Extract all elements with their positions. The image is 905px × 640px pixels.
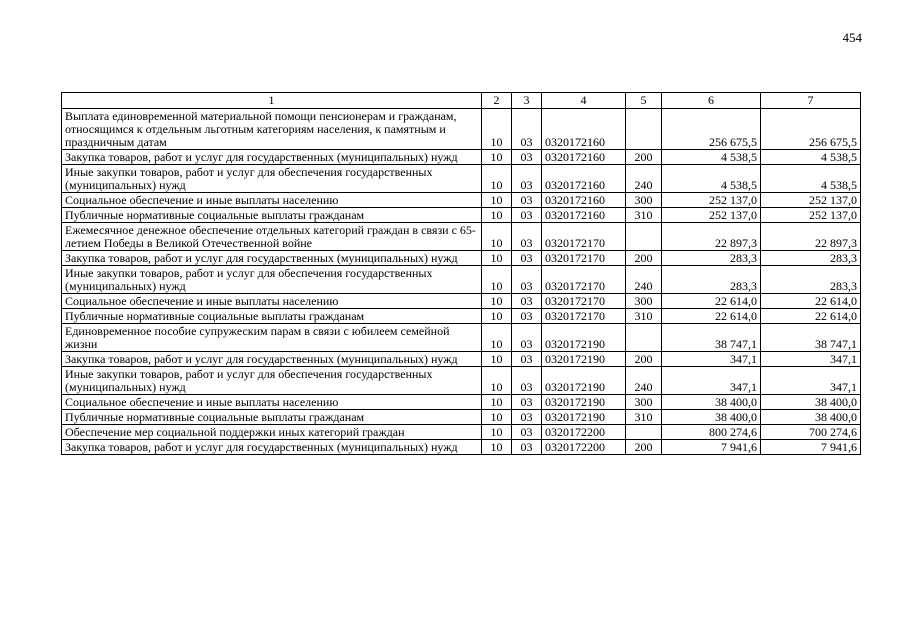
row-expense-type: 300 [626,193,662,208]
row-subsection: 03 [512,324,542,352]
row-expense-type: 200 [626,352,662,367]
row-subsection: 03 [512,352,542,367]
row-expense-type: 300 [626,294,662,309]
row-subsection: 03 [512,193,542,208]
row-section: 10 [482,309,512,324]
row-target-code: 0320172190 [542,367,626,395]
row-amount-2: 7 941,6 [761,440,861,455]
row-target-code: 0320172170 [542,294,626,309]
table-row [62,367,861,395]
row-amount-1: 38 747,1 [662,324,761,352]
row-subsection: 03 [512,395,542,410]
table-row [62,150,861,165]
row-target-code: 0320172190 [542,395,626,410]
row-amount-2: 347,1 [761,367,861,395]
row-target-code: 0320172170 [542,266,626,294]
row-section: 10 [482,324,512,352]
row-target-code: 0320172190 [542,410,626,425]
row-section: 10 [482,109,512,150]
row-name: Публичные нормативные социальные выплаты гражданам [62,410,482,425]
row-section: 10 [482,367,512,395]
row-amount-2: 22 614,0 [761,309,861,324]
row-expense-type: 310 [626,410,662,425]
row-subsection: 03 [512,294,542,309]
row-name: Закупка товаров, работ и услуг для государственных (муниципальных) нужд [62,352,482,367]
header-col-3: 3 [512,93,542,109]
table-row [62,165,861,193]
row-expense-type [626,223,662,251]
row-section: 10 [482,395,512,410]
row-name: Социальное обеспечение и иные выплаты населению [62,395,482,410]
row-target-code: 0320172170 [542,309,626,324]
row-expense-type [626,425,662,440]
row-amount-1: 22 614,0 [662,309,761,324]
row-section: 10 [482,440,512,455]
row-amount-1: 38 400,0 [662,395,761,410]
row-section: 10 [482,150,512,165]
table-row [62,251,861,266]
row-name: Закупка товаров, работ и услуг для государственных (муниципальных) нужд [62,251,482,266]
row-target-code: 0320172160 [542,165,626,193]
row-amount-1: 800 274,6 [662,425,761,440]
table-row [62,425,861,440]
row-expense-type: 240 [626,367,662,395]
row-name: Закупка товаров, работ и услуг для государственных (муниципальных) нужд [62,440,482,455]
row-amount-1: 256 675,5 [662,109,761,150]
row-amount-2: 4 538,5 [761,165,861,193]
row-section: 10 [482,266,512,294]
row-subsection: 03 [512,109,542,150]
row-amount-1: 252 137,0 [662,208,761,223]
header-col-5: 5 [626,93,662,109]
row-target-code: 0320172190 [542,352,626,367]
row-name: Иные закупки товаров, работ и услуг для обеспечения государственных (муниципальных) нужд [62,165,482,193]
row-target-code: 0320172200 [542,440,626,455]
header-col-6: 6 [662,93,761,109]
row-amount-1: 7 941,6 [662,440,761,455]
page-number: 454 [842,30,862,45]
row-amount-1: 22 614,0 [662,294,761,309]
row-expense-type: 200 [626,150,662,165]
row-amount-2: 252 137,0 [761,193,861,208]
table-row [62,309,861,324]
row-section: 10 [482,294,512,309]
table-row [62,352,861,367]
header-col-2: 2 [482,93,512,109]
header-col-7: 7 [761,93,861,109]
row-subsection: 03 [512,425,542,440]
row-subsection: 03 [512,251,542,266]
row-subsection: 03 [512,410,542,425]
table-row [62,440,861,455]
row-section: 10 [482,193,512,208]
row-amount-2: 256 675,5 [761,109,861,150]
row-amount-2: 38 400,0 [761,395,861,410]
row-expense-type: 240 [626,266,662,294]
row-amount-1: 347,1 [662,352,761,367]
row-name: Иные закупки товаров, работ и услуг для обеспечения государственных (муниципальных) нужд [62,266,482,294]
row-subsection: 03 [512,309,542,324]
row-amount-2: 252 137,0 [761,208,861,223]
row-amount-1: 22 897,3 [662,223,761,251]
row-amount-2: 283,3 [761,266,861,294]
row-target-code: 0320172170 [542,251,626,266]
table-row [62,266,861,294]
row-target-code: 0320172160 [542,208,626,223]
row-name: Ежемесячное денежное обеспечение отдельных категорий граждан в связи с 65-летием Победы в Великой Отечественной войне [62,223,482,251]
table-row [62,324,861,352]
row-name: Иные закупки товаров, работ и услуг для обеспечения государственных (муниципальных) нужд [62,367,482,395]
row-name: Публичные нормативные социальные выплаты гражданам [62,309,482,324]
row-amount-2: 4 538,5 [761,150,861,165]
row-amount-2: 38 400,0 [761,410,861,425]
row-expense-type: 200 [626,251,662,266]
row-expense-type: 300 [626,395,662,410]
row-amount-1: 4 538,5 [662,165,761,193]
row-subsection: 03 [512,165,542,193]
row-section: 10 [482,352,512,367]
row-amount-1: 347,1 [662,367,761,395]
row-expense-type: 310 [626,208,662,223]
header-col-1: 1 [62,93,482,109]
row-target-code: 0320172160 [542,150,626,165]
row-section: 10 [482,410,512,425]
table-row [62,109,861,150]
row-expense-type: 200 [626,440,662,455]
row-subsection: 03 [512,150,542,165]
table-row [62,395,861,410]
table-header-row [62,93,861,109]
row-amount-1: 4 538,5 [662,150,761,165]
row-section: 10 [482,425,512,440]
row-expense-type: 310 [626,309,662,324]
row-name: Социальное обеспечение и иные выплаты населению [62,193,482,208]
row-name: Публичные нормативные социальные выплаты гражданам [62,208,482,223]
row-amount-2: 38 747,1 [761,324,861,352]
budget-table [61,92,861,455]
row-subsection: 03 [512,223,542,251]
table-row [62,193,861,208]
row-name: Социальное обеспечение и иные выплаты населению [62,294,482,309]
row-section: 10 [482,223,512,251]
row-target-code: 0320172200 [542,425,626,440]
row-name: Обеспечение мер социальной поддержки иных категорий граждан [62,425,482,440]
row-name: Единовременное пособие супружеским парам в связи с юбилеем семейной жизни [62,324,482,352]
row-amount-1: 283,3 [662,266,761,294]
table-row [62,223,861,251]
row-amount-2: 700 274,6 [761,425,861,440]
row-section: 10 [482,165,512,193]
row-amount-1: 283,3 [662,251,761,266]
row-target-code: 0320172160 [542,193,626,208]
row-expense-type [626,324,662,352]
row-subsection: 03 [512,367,542,395]
row-target-code: 0320172160 [542,109,626,150]
row-expense-type: 240 [626,165,662,193]
table-row [62,294,861,309]
row-amount-2: 347,1 [761,352,861,367]
row-amount-1: 252 137,0 [662,193,761,208]
row-subsection: 03 [512,266,542,294]
table-row [62,410,861,425]
row-amount-1: 38 400,0 [662,410,761,425]
row-target-code: 0320172170 [542,223,626,251]
table-row [62,208,861,223]
row-target-code: 0320172190 [542,324,626,352]
row-amount-2: 22 614,0 [761,294,861,309]
row-amount-2: 283,3 [761,251,861,266]
row-section: 10 [482,208,512,223]
row-amount-2: 22 897,3 [761,223,861,251]
header-col-4: 4 [542,93,626,109]
row-name: Выплата единовременной материальной помощи пенсионерам и гражданам, относящимся к отдельным льготным категориям населения, к памятным и праздничным датам [62,109,482,150]
row-subsection: 03 [512,440,542,455]
row-name: Закупка товаров, работ и услуг для государственных (муниципальных) нужд [62,150,482,165]
row-subsection: 03 [512,208,542,223]
row-expense-type [626,109,662,150]
row-section: 10 [482,251,512,266]
